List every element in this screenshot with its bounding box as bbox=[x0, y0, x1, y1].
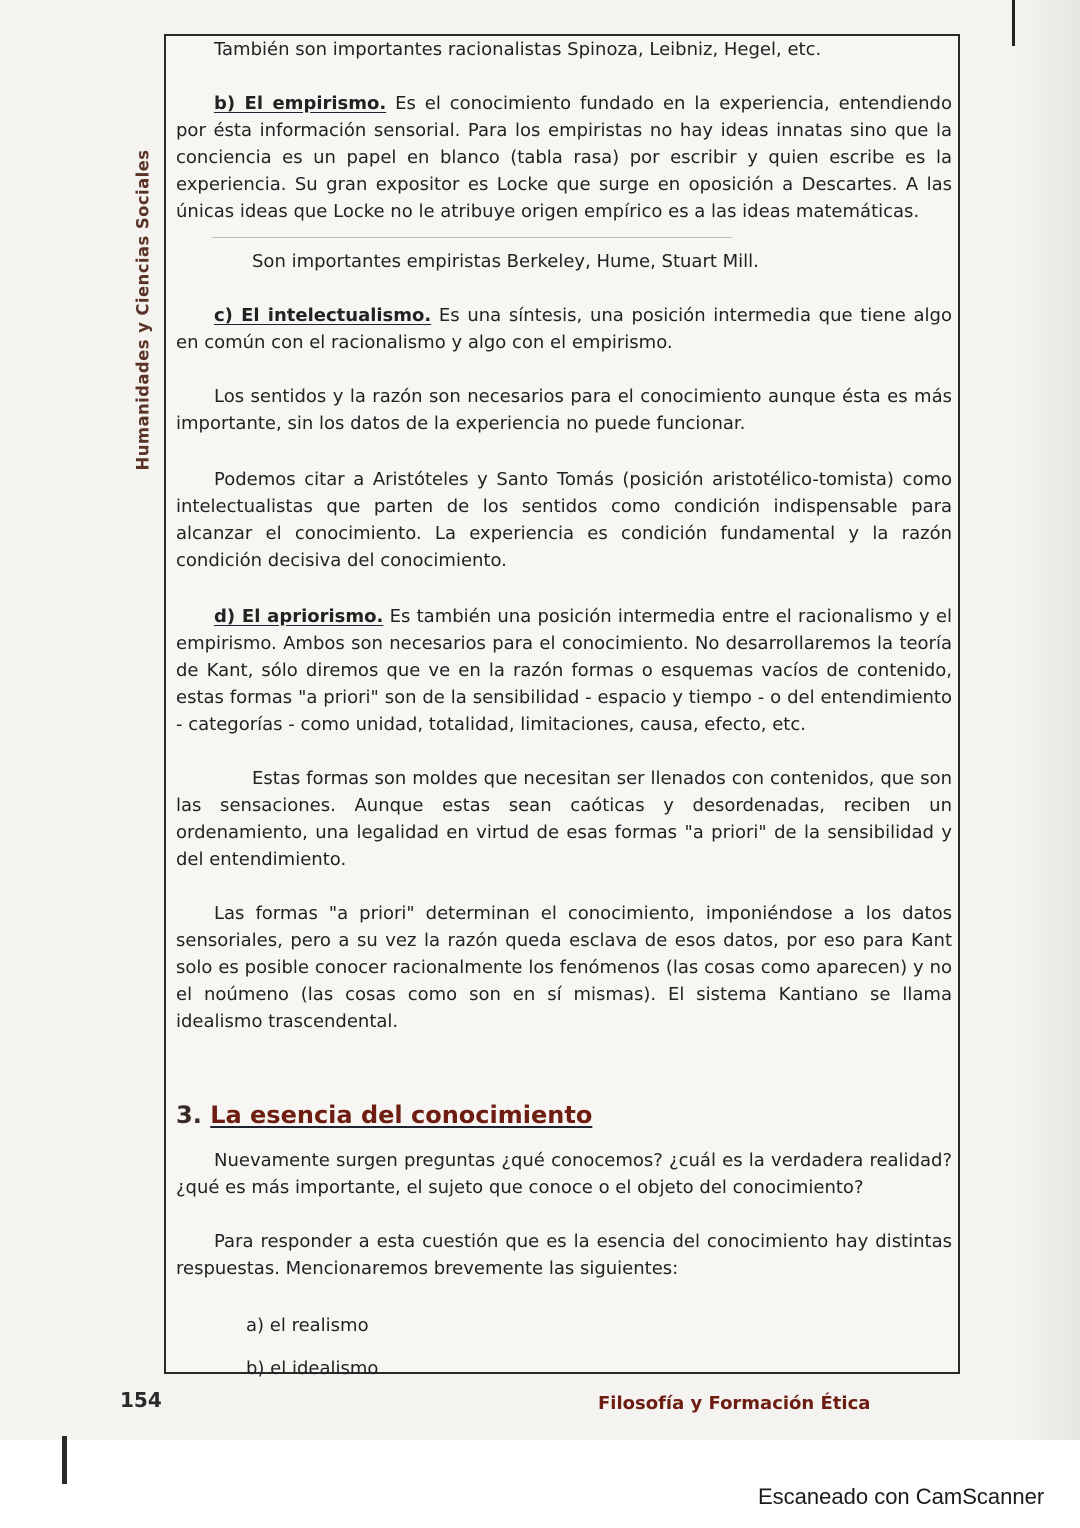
answers-list bbox=[176, 1304, 952, 1390]
book-title: Filosofía y Formación Ética bbox=[598, 1393, 871, 1414]
paragraph-apriorismo bbox=[176, 603, 952, 738]
paragraph-formas-moldes: Estas formas son moldes que necesitan ser llenados con contenidos, que son las sensaciones. Aunque estas sean caóticas y desordenadas, reciben un ordenamiento, una legalidad en virtud de esas formas "a priori" de la sensibilidad y del entendimiento. bbox=[176, 768, 952, 870]
section-heading bbox=[176, 1099, 952, 1131]
scan-edge-mark-left bbox=[62, 1436, 67, 1484]
section-number: 3. bbox=[176, 1101, 202, 1129]
scan-edge-mark bbox=[1012, 0, 1015, 46]
page-number: 154 bbox=[120, 1388, 162, 1412]
empirismo-text: Es el conocimiento fundado en la experiencia, entendiendo por ésta información sensorial. Para los empiristas no hay ideas innatas sino que la conciencia es un papel en blanco (tabla rasa) por escribir y quien escribe es la experiencia. Su gran expositor es Locke que surge en oposición a Descartes. A las únicas ideas que Locke no le atribuye origen empírico es a las ideas matemáticas. bbox=[176, 93, 952, 222]
paragraph-empirismo bbox=[176, 90, 952, 225]
scan-shadow bbox=[1020, 0, 1080, 1440]
paragraph-preguntas: Nuevamente surgen preguntas ¿qué conocemos? ¿cuál es la verdadera realidad? ¿qué es más importante, el sujeto que conoce o el objeto del conocimiento? bbox=[176, 1150, 952, 1198]
intelectualismo-text: Es una síntesis, una posición intermedia que tiene algo en común con el racionalismo y algo con el empirismo. bbox=[176, 305, 952, 353]
paragraph-aristoteles: Podemos citar a Aristóteles y Santo Tomás (posición aristotélico-tomista) como intelectualistas que parten de los sentidos como condición indispensable para alcanzar el conocimiento. La experiencia es condición fundamental y la razón condición decisiva del conocimiento. bbox=[176, 469, 952, 571]
term-apriorismo: d) El apriorismo. bbox=[214, 606, 384, 627]
scanner-watermark: Escaneado con CamScanner bbox=[752, 1484, 1050, 1510]
list-item: b) el idealismo bbox=[246, 1358, 379, 1379]
paragraph-respuestas: Para responder a esta cuestión que es la esencia del conocimiento hay distintas respuestas. Mencionaremos brevemente las siguientes: bbox=[176, 1231, 952, 1279]
section-title: La esencia del conocimiento bbox=[210, 1101, 593, 1129]
divider-line bbox=[212, 237, 732, 238]
paragraph-formas-a-priori: Las formas "a priori" determinan el conocimiento, imponiéndose a los datos sensoriales, pero a su vez la razón queda esclava de esos datos, por eso para Kant solo es posible conocer racionalmente los fenómenos (las cosas como aparecen) y no el noúmeno (las cosas como son en sí mismas). El sistema Kantiano se llama idealismo trascendental. bbox=[176, 903, 952, 1032]
page-content bbox=[176, 36, 952, 1390]
list-item: a) el realismo bbox=[246, 1315, 369, 1336]
paragraph-sentidos-razon: Los sentidos y la razón son necesarios para el conocimiento aunque ésta es más importante, sin los datos de la experiencia no puede funcionar. bbox=[176, 386, 952, 434]
paragraph-empiristas: Son importantes empiristas Berkeley, Hume, Stuart Mill. bbox=[252, 251, 759, 272]
term-empirismo: b) El empirismo. bbox=[214, 93, 387, 114]
paragraph-racionalistas: También son importantes racionalistas Spinoza, Leibniz, Hegel, etc. bbox=[214, 39, 822, 60]
apriorismo-text: Es también una posición intermedia entre el racionalismo y el empirismo. Ambos son necesarios para el conocimiento. No desarrollaremos la teoría de Kant, sólo diremos que ve en la razón formas o esquemas vacíos de contenido, estas formas "a priori" son de la sensibilidad - espacio y tiempo - o del entendimiento - categorías - como unidad, totalidad, limitaciones, causa, efecto, etc. bbox=[176, 606, 952, 735]
side-section-label: Humanidades y Ciencias Sociales bbox=[133, 149, 153, 471]
paragraph-intelectualismo bbox=[176, 302, 952, 356]
term-intelectualismo: c) El intelectualismo. bbox=[214, 305, 432, 326]
